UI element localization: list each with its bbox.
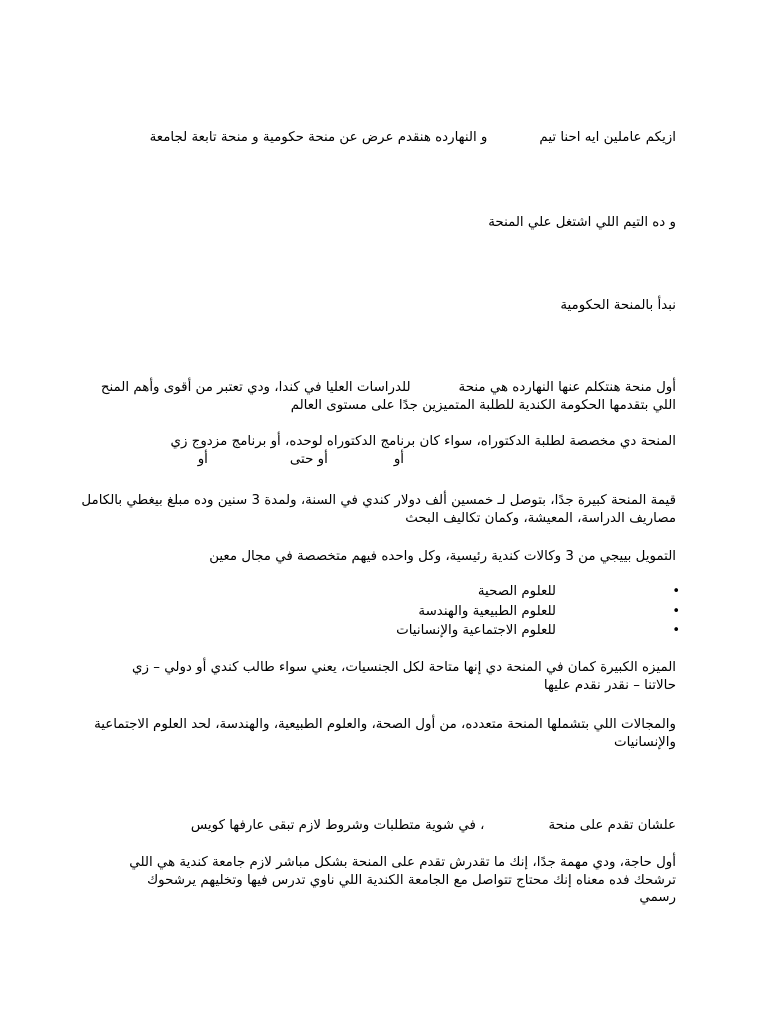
- first-grant-part1: أول منحة هنتكلم عنها النهارده هي منحة: [458, 380, 676, 395]
- start-heading: نبدأ بالمنحة الحكومية: [560, 298, 676, 313]
- first-req-line-3: رسمي: [639, 890, 676, 905]
- list-item: [101, 582, 680, 602]
- phd-line-2: [101, 451, 676, 469]
- first-req-line-2: ترشحك فده معناه إنك محتاج تتواصل مع الجامعة الكندية اللي ناوي تدرس فيها وتخليهم يرشحوك: [147, 872, 676, 888]
- value-line-2: مصاريف الدراسة، المعيشة، وكمان تكاليف البحث: [405, 510, 676, 526]
- bullet-icon: •: [672, 623, 680, 638]
- first-grant-line-2: اللي بتقدمها الحكومة الكندية للطلبة المتميزين جدًا على مستوى العالم: [290, 397, 676, 413]
- bullet-icon: •: [672, 584, 680, 599]
- agency-label: للعلوم الصحية: [477, 584, 556, 599]
- fields-line-2: والإنسانيات: [613, 734, 676, 750]
- first-grant-line-1: [101, 379, 676, 397]
- fields-paragraph: [94, 716, 676, 751]
- apply-paragraph: [101, 817, 676, 835]
- value-paragraph: [81, 492, 676, 527]
- agency-label: للعلوم الاجتماعية والإنسانيات: [396, 623, 556, 638]
- intro-paragraph: [101, 129, 676, 147]
- phd-paragraph: [101, 433, 676, 468]
- intro-text-part1: ازيكم عاملين ايه احنا تيم: [539, 130, 676, 145]
- value-line-1: قيمة المنحة كبيرة جدًا، بتوصل لـ خمسين ألف دولار كندي في السنة، ولمدة 3 سنين وده مبلغ بيغطي بالكامل: [81, 493, 676, 508]
- first-requirement-paragraph: [101, 854, 676, 907]
- fields-line-1: والمجالات اللي بتشملها المنحة متعدده، من أول الصحة، والعلوم الطبيعية، والهندسة، لحد العلوم الاجتماعية: [94, 717, 676, 732]
- phd-line-2-a: أو: [393, 451, 404, 467]
- funding-line: التمويل بييجي من 3 وكالات كندية رئيسية، وكل واحده فيهم متخصصة في مجال معين: [209, 549, 676, 564]
- agencies-list: [101, 582, 680, 641]
- phd-line-2-b: أو حتى: [289, 451, 328, 467]
- list-item: [101, 621, 680, 641]
- first-grant-part2: للدراسات العليا في كندا، ودي تعتبر من أقوى وأهم المنح: [100, 380, 411, 395]
- apply-text-part1: علشان تقدم على منحة: [548, 818, 676, 833]
- agency-label: للعلوم الطبيعية والهندسة: [418, 603, 556, 619]
- bullet-icon: •: [672, 603, 680, 619]
- first-req-line-1: أول حاجة، ودي مهمة جدًا، إنك ما تقدرش تقدم على المنحة بشكل مباشر لازم جامعة كندية هي اللي: [129, 855, 676, 870]
- advantage-line-2: حالاتنا – نقدر نقدم عليها: [543, 677, 676, 693]
- advantage-line-1: الميزه الكبيرة كمان في المنحة دي إنها متاحة لكل الجنسيات، يعني سواء طالب كندي أو دولي – زي: [132, 660, 676, 675]
- team-line: و ده التيم اللي اشتغل علي المنحة: [488, 215, 676, 230]
- intro-text-part2: و النهارده هنقدم عرض عن منحة حكومية و منحة تابعة لجامعة: [149, 130, 488, 145]
- phd-line-1: المنحة دي مخصصة لطلبة الدكتوراه، سواء كان برنامج الدكتوراه لوحده، أو برنامج مزدوج زي: [170, 434, 676, 449]
- advantage-paragraph: [101, 659, 676, 694]
- first-grant-paragraph: [101, 379, 676, 414]
- list-item: [101, 602, 680, 622]
- apply-text-part2: ، في شوية متطلبات وشروط لازم تبقى عارفها كويس: [190, 818, 485, 833]
- phd-line-2-c: أو: [197, 451, 208, 467]
